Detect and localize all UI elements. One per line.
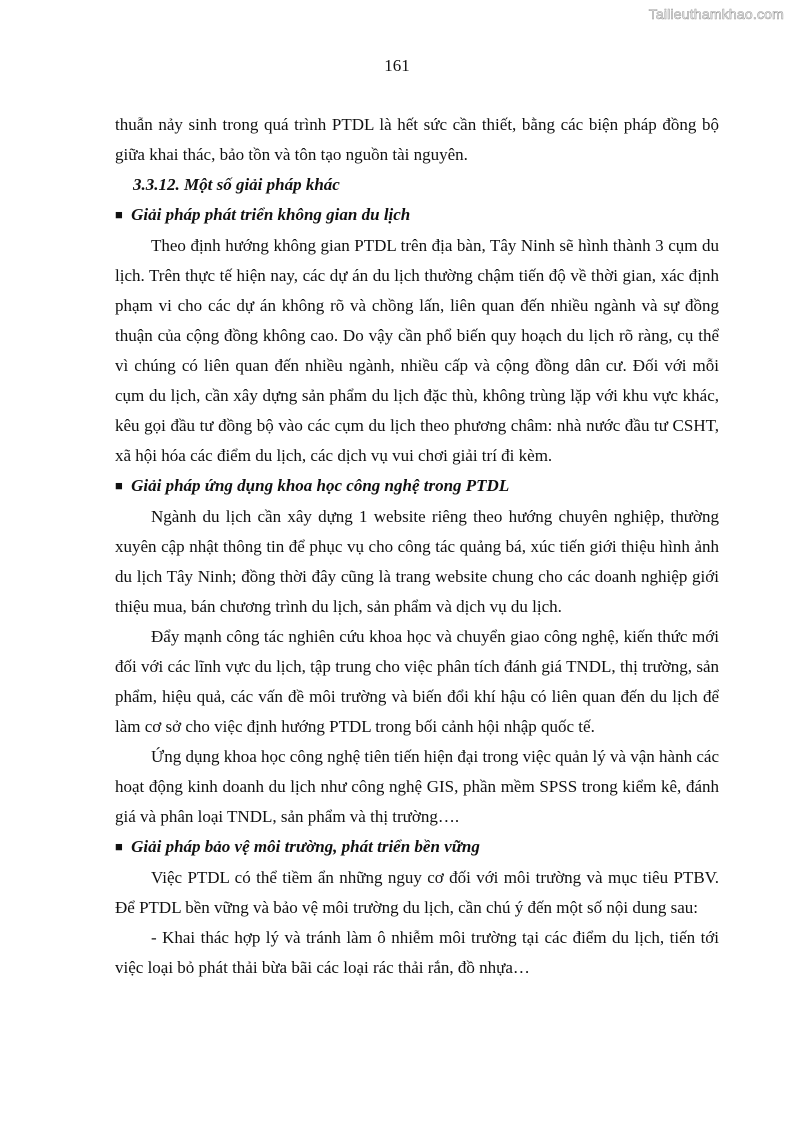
paragraph-body: Đẩy mạnh công tác nghiên cứu khoa học và chuyển giao công nghệ, kiến thức mới đối với các lĩnh vực du lịch, tập trung cho việc phân tích đánh giá TNDL, thị trường, sản phẩm, hiệu quả, các vấn đề môi trường và biến đổi khí hậu có liên quan đến du lịch để làm cơ sở cho việc định hướng PTDL trong bối cảnh hội nhập quốc tế. bbox=[115, 627, 719, 736]
square-bullet-icon: ■ bbox=[115, 478, 123, 493]
section-title: 3.3.12. Một số giải pháp khác bbox=[133, 175, 340, 194]
document-body bbox=[115, 110, 719, 983]
paragraph-body: Ngành du lịch cần xây dựng 1 website riêng theo hướng chuyên nghiệp, thường xuyên cập nhật thông tin để phục vụ cho công tác quảng bá, xúc tiến giới thiệu hình ảnh du lịch Tây Ninh; đồng thời đây cũng là trang website chung cho các doanh nghiệp giới thiệu mua, bán chương trình du lịch, sản phẩm và dịch vụ du lịch. bbox=[115, 507, 719, 616]
heading-text: Giải pháp ứng dụng khoa học công nghệ trong PTDL bbox=[131, 476, 510, 495]
watermark: Tailieuthamkhao.com bbox=[648, 6, 784, 22]
heading-text: Giải pháp phát triển không gian du lịch bbox=[131, 205, 411, 224]
heading-environment bbox=[115, 832, 719, 863]
square-bullet-icon: ■ bbox=[115, 207, 123, 222]
paragraph-intro: thuẫn nảy sinh trong quá trình PTDL là hết sức cần thiết, bằng các biện pháp đồng bộ giữa khai thác, bảo tồn và tôn tạo nguồn tài nguyên. bbox=[115, 115, 719, 164]
paragraph-body: - Khai thác hợp lý và tránh làm ô nhiễm môi trường tại các điểm du lịch, tiến tới việc loại bỏ phát thải bừa bãi các loại rác thải rắn, đồ nhựa… bbox=[115, 928, 719, 977]
heading-space-development bbox=[115, 200, 719, 231]
page-number: 161 bbox=[384, 56, 410, 75]
paragraph-body: Ứng dụng khoa học công nghệ tiên tiến hiện đại trong việc quản lý và vận hành các hoạt động kinh doanh du lịch như công nghệ GIS, phần mềm SPSS trong kiểm kê, đánh giá và phân loại TNDL, sản phẩm và thị trường…. bbox=[115, 747, 719, 826]
heading-text: Giải pháp bảo vệ môi trường, phát triển bền vững bbox=[131, 837, 480, 856]
paragraph-body: Việc PTDL có thể tiềm ẩn những nguy cơ đối với môi trường và mục tiêu PTBV. Để PTDL bền vững và bảo vệ môi trường du lịch, cần chú ý đến một số nội dung sau: bbox=[115, 868, 719, 917]
paragraph-body: Theo định hướng không gian PTDL trên địa bàn, Tây Ninh sẽ hình thành 3 cụm du lịch. Trên thực tế hiện nay, các dự án du lịch thường chậm tiến độ về thời gian, xác định phạm vi cho các dự án không rõ và chồng lấn, liên quan đến nhiều ngành và sự đồng thuận của cộng đồng không cao. Do vậy cần phổ biến quy hoạch du lịch rõ ràng, cụ thể vì chúng có liên quan đến nhiều ngành, nhiều cấp và cộng đồng dân cư. Đối với mỗi cụm du lịch, cần xây dựng sản phẩm du lịch đặc thù, không trùng lặp với khu vực khác, kêu gọi đầu tư đồng bộ vào các cụm du lịch theo phương châm: nhà nước đầu tư CSHT, xã hội hóa các điểm du lịch, các dịch vụ vui chơi giải trí đi kèm. bbox=[115, 236, 719, 465]
heading-technology bbox=[115, 471, 719, 502]
square-bullet-icon: ■ bbox=[115, 839, 123, 854]
